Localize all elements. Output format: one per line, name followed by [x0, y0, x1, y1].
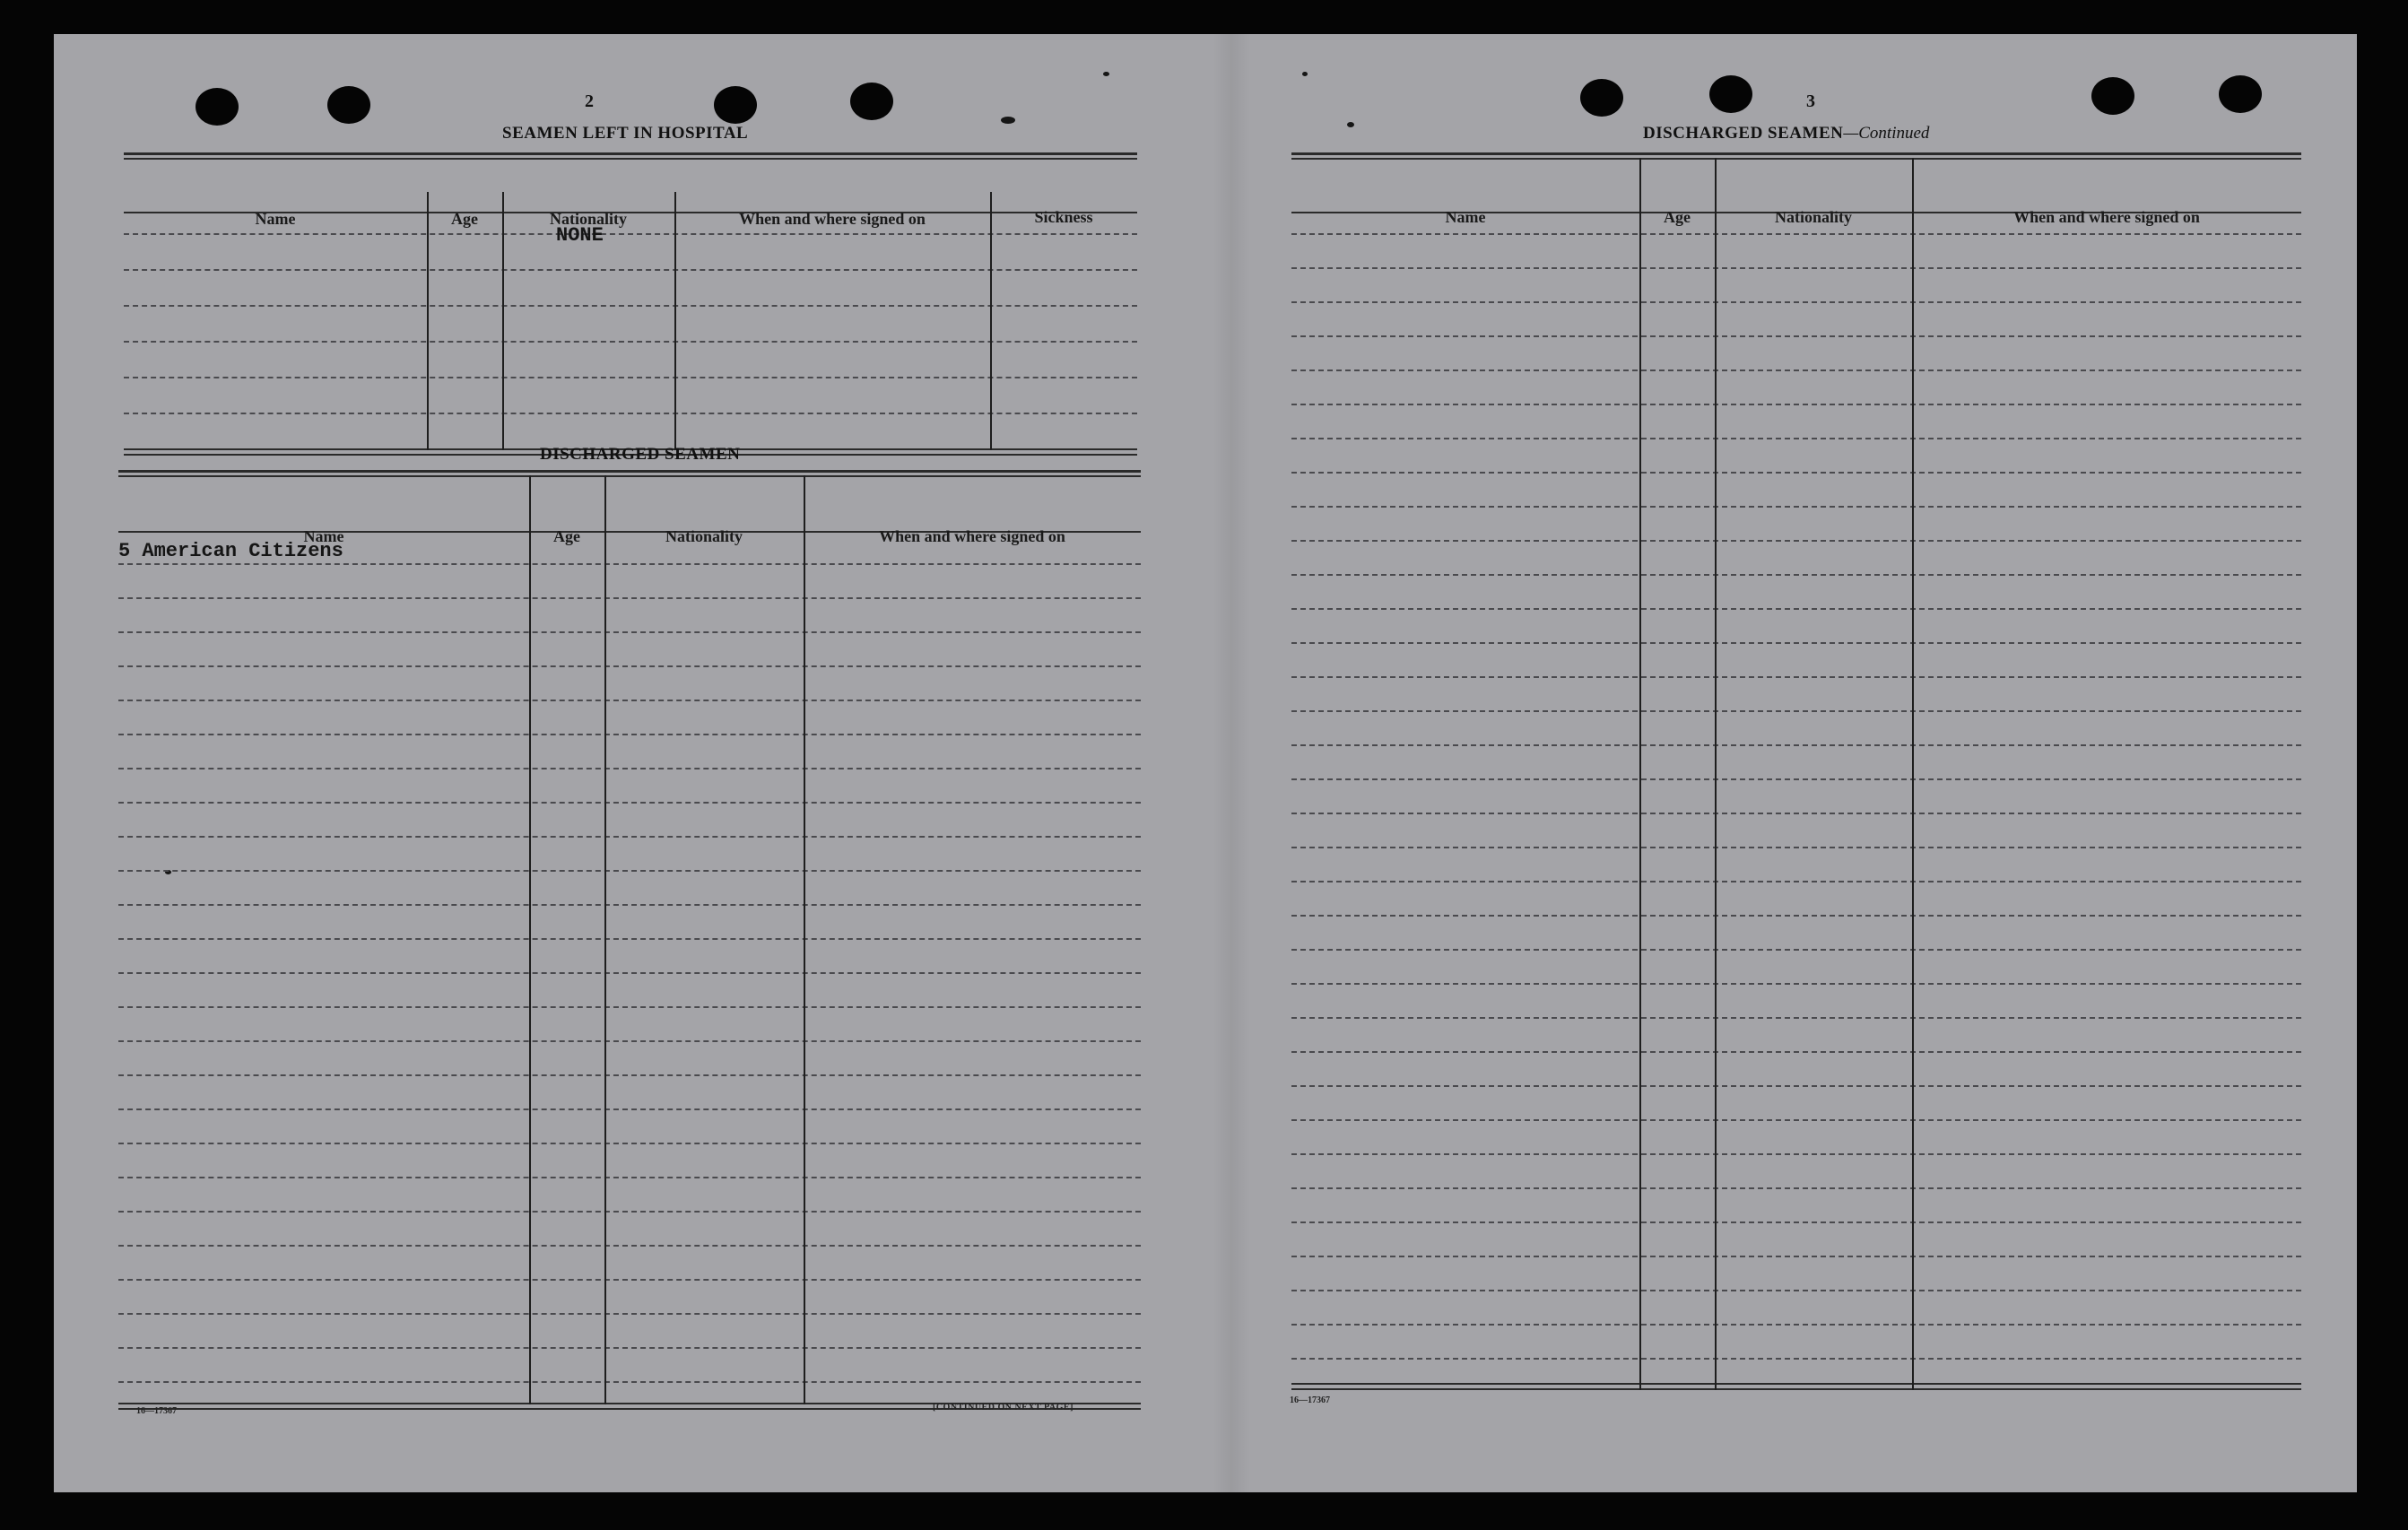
table-row: [1291, 983, 2301, 985]
table-rule: [1291, 1383, 2301, 1385]
column-divider: [804, 475, 805, 1404]
continued-suffix: —Continued: [1843, 124, 1930, 143]
column-divider: [529, 475, 531, 1404]
table-row: [118, 836, 1141, 838]
table-row: [118, 1211, 1141, 1213]
column-header-sickness: Sickness: [1034, 208, 1093, 226]
table-row: [118, 870, 1141, 872]
table-row: [1291, 267, 2301, 269]
column-header-age: Age: [553, 527, 580, 545]
hospital-section-title: SEAMEN LEFT IN HOSPITAL: [502, 124, 749, 143]
table-row: [124, 377, 1137, 378]
column-divider: [427, 192, 429, 450]
punch-hole: [714, 86, 757, 124]
table-row: [1291, 301, 2301, 303]
table-rule: [1291, 158, 2301, 160]
table-row: [1291, 1221, 2301, 1223]
document-sheet: [54, 34, 2357, 1492]
table-row: [118, 768, 1141, 769]
discharged-table-right: [1291, 152, 2301, 1426]
table-row: [118, 1040, 1141, 1042]
table-row: [1291, 1324, 2301, 1326]
table-row: [1291, 1256, 2301, 1257]
table-row: [118, 700, 1141, 701]
column-header-age: Age: [451, 210, 478, 228]
table-row: [118, 734, 1141, 735]
table-row: [1291, 540, 2301, 542]
table-row: [118, 802, 1141, 804]
page-number-right: 3: [1806, 91, 1815, 111]
table-row: [1291, 574, 2301, 576]
table-row: [118, 1177, 1141, 1178]
table-rule: [118, 475, 1141, 477]
form-number-left: 16—17367: [136, 1406, 177, 1416]
column-divider: [990, 192, 992, 450]
table-row: [1291, 915, 2301, 917]
table-row: [1291, 881, 2301, 882]
table-row: [1291, 642, 2301, 644]
column-divider: [604, 475, 606, 1404]
ink-speck: [1103, 72, 1109, 76]
table-row: [1291, 335, 2301, 337]
punch-hole: [850, 83, 893, 120]
column-header-name: Name: [255, 210, 296, 228]
table-row: [118, 938, 1141, 940]
table-row: [1291, 949, 2301, 951]
hospital-entry-none: NONE: [556, 224, 604, 247]
table-row: [118, 1381, 1141, 1383]
table-row: [118, 1347, 1141, 1349]
column-divider: [674, 192, 676, 450]
table-row: [1291, 1187, 2301, 1189]
table-row: [1291, 847, 2301, 848]
column-header-name: Name: [303, 527, 344, 545]
table-row: [118, 1313, 1141, 1315]
table-row: [118, 1006, 1141, 1008]
column-divider: [1639, 158, 1641, 1390]
table-row: [118, 1279, 1141, 1281]
table-row: [1291, 1085, 2301, 1087]
table-row: [1291, 438, 2301, 439]
column-header-nationality: Nationality: [665, 527, 743, 545]
ink-speck: [1347, 122, 1354, 127]
table-row: [1291, 813, 2301, 814]
discharged-entry-citizens: 5 American Citizens: [118, 540, 343, 562]
table-row: [124, 341, 1137, 343]
punch-hole: [196, 88, 239, 126]
table-row: [124, 413, 1137, 414]
column-header-nationality: Nationality: [549, 210, 627, 228]
column-header-name: Name: [1445, 208, 1486, 226]
table-row: [1291, 1119, 2301, 1121]
column-header-signed-on: When and where signed on: [879, 527, 1065, 545]
table-row: [118, 1074, 1141, 1076]
continued-note: [CONTINUED ON NEXT PAGE]: [933, 1403, 1074, 1413]
column-header-signed-on: When and where signed on: [739, 210, 926, 228]
discharged-continued-title-text: DISCHARGED SEAMEN: [1643, 124, 1844, 143]
discharged-section-title: DISCHARGED SEAMEN: [540, 445, 741, 464]
table-row: [1291, 472, 2301, 474]
discharged-continued-title: [1643, 124, 1929, 143]
ink-speck: [1302, 72, 1308, 76]
discharged-table-left: [118, 470, 1141, 1439]
table-row: [1291, 233, 2301, 235]
table-row: [1291, 369, 2301, 371]
column-header-nationality: Nationality: [1774, 208, 1852, 226]
table-row: [124, 269, 1137, 271]
table-row: [124, 305, 1137, 307]
table-row: [118, 972, 1141, 974]
table-row: [118, 563, 1141, 565]
column-header-signed-on: When and where signed on: [2013, 208, 2200, 226]
table-row: [118, 665, 1141, 667]
table-row: [118, 631, 1141, 633]
ink-speck: [1001, 117, 1015, 124]
table-row: [1291, 1358, 2301, 1360]
column-divider: [1715, 158, 1717, 1390]
table-row: [118, 1108, 1141, 1110]
table-rule: [1291, 1388, 2301, 1390]
form-number-right: 16—17367: [1290, 1395, 1330, 1405]
table-row: [1291, 778, 2301, 780]
table-row: [124, 233, 1137, 235]
table-row: [1291, 404, 2301, 405]
table-row: [1291, 1153, 2301, 1155]
hospital-table: [124, 152, 1137, 457]
punch-hole: [1709, 75, 1752, 113]
punch-hole: [327, 86, 370, 124]
punch-hole: [1580, 79, 1623, 117]
page-fold: [1213, 34, 1250, 1492]
table-row: [1291, 676, 2301, 678]
table-row: [1291, 1017, 2301, 1019]
punch-hole: [2219, 75, 2262, 113]
column-divider: [502, 192, 504, 450]
table-row: [1291, 1290, 2301, 1291]
table-row: [1291, 608, 2301, 610]
column-header-age: Age: [1664, 208, 1691, 226]
table-row: [1291, 710, 2301, 712]
table-row: [1291, 506, 2301, 508]
page-number-left: 2: [585, 91, 594, 111]
table-row: [1291, 1051, 2301, 1053]
table-row: [118, 1245, 1141, 1247]
table-row: [1291, 744, 2301, 746]
table-rule: [118, 470, 1141, 473]
punch-hole: [2091, 77, 2134, 115]
table-rule: [124, 158, 1137, 160]
table-rule: [1291, 152, 2301, 155]
table-row: [118, 597, 1141, 599]
table-rule: [124, 152, 1137, 155]
table-row: [118, 904, 1141, 906]
column-divider: [1912, 158, 1914, 1390]
table-row: [118, 1143, 1141, 1144]
